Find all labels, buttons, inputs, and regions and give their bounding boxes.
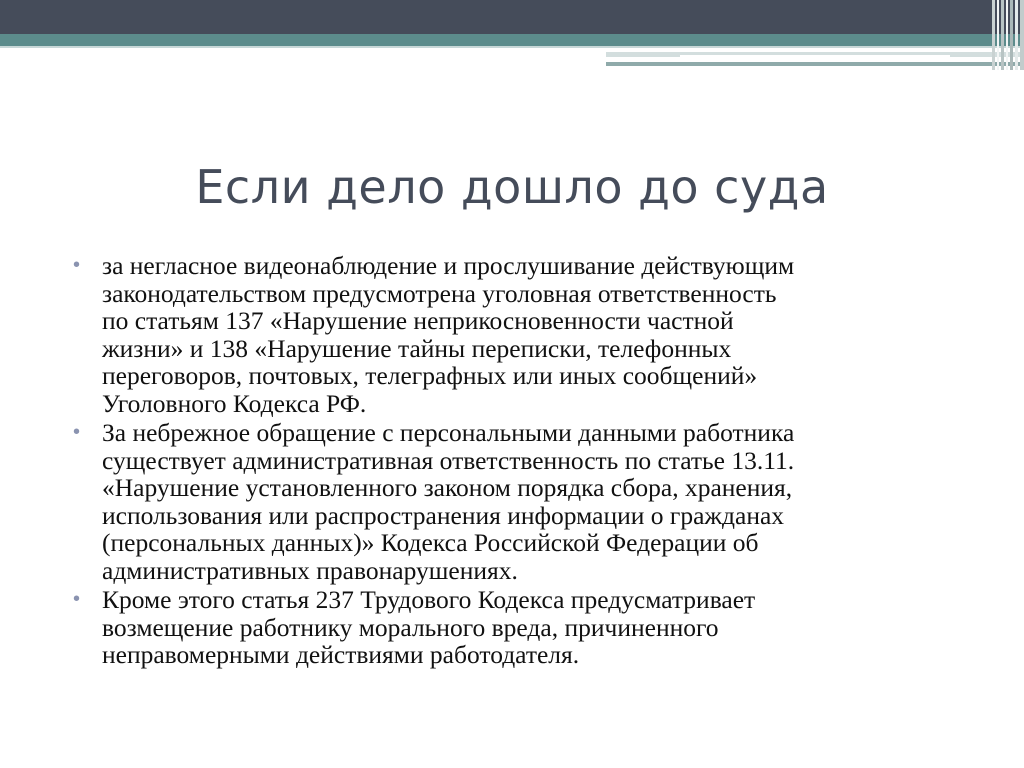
bullet-line: переговоров, почтовых, телеграфных или иных сообщений» bbox=[102, 361, 758, 390]
header-teal-band bbox=[0, 34, 1024, 46]
bullet-line: жизни» и 138 «Нарушение тайны переписки, телефонных bbox=[102, 333, 732, 363]
header-right-stripes bbox=[990, 0, 1024, 70]
bullet-line: возмещение работнику морального вреда, причиненного bbox=[102, 612, 719, 642]
bullet-line: неправомерными действиями работодателя. bbox=[102, 640, 580, 669]
bullet-line: существует административная ответственность по статье 13.11. bbox=[102, 445, 795, 475]
bullet-icon: • bbox=[73, 588, 81, 610]
bullet-line: законодательством предусмотрена уголовная ответственность bbox=[102, 278, 777, 308]
header-accent-line bbox=[680, 55, 950, 57]
bullet-line: использования или распространения информации о гражданах bbox=[102, 500, 785, 530]
bullet-line: за негласное видеонаблюдение и прослушивание действующим bbox=[102, 251, 795, 280]
bullet-list bbox=[72, 252, 972, 671]
bullet-line: (персональных данных)» Кодекса Российской Федерации об bbox=[102, 528, 759, 557]
bullet-icon: • bbox=[73, 254, 81, 276]
bullet-line: по статьям 137 «Нарушение неприкосновенности частной bbox=[102, 306, 734, 335]
bullet-item bbox=[72, 419, 972, 584]
bullet-line: Кроме этого статья 237 Трудового Кодекса предусматривает bbox=[102, 585, 756, 614]
slide-title: Если дело дошло до суда bbox=[195, 160, 829, 214]
bullet-line: «Нарушение установленного законом порядка сбора, хранения, bbox=[102, 473, 793, 502]
bullet-line: За небрежное обращение с персональными данными работника bbox=[102, 418, 795, 447]
header-teal-highlight bbox=[0, 46, 1024, 48]
bullet-item bbox=[72, 252, 972, 417]
bullet-item bbox=[72, 586, 972, 669]
header-accent-line bbox=[606, 62, 1024, 66]
bullet-line: административных правонарушениях. bbox=[102, 555, 518, 585]
header-dark-band bbox=[0, 0, 1024, 34]
bullet-icon: • bbox=[73, 421, 81, 443]
bullet-line: Уголовного Кодекса РФ. bbox=[102, 388, 367, 418]
